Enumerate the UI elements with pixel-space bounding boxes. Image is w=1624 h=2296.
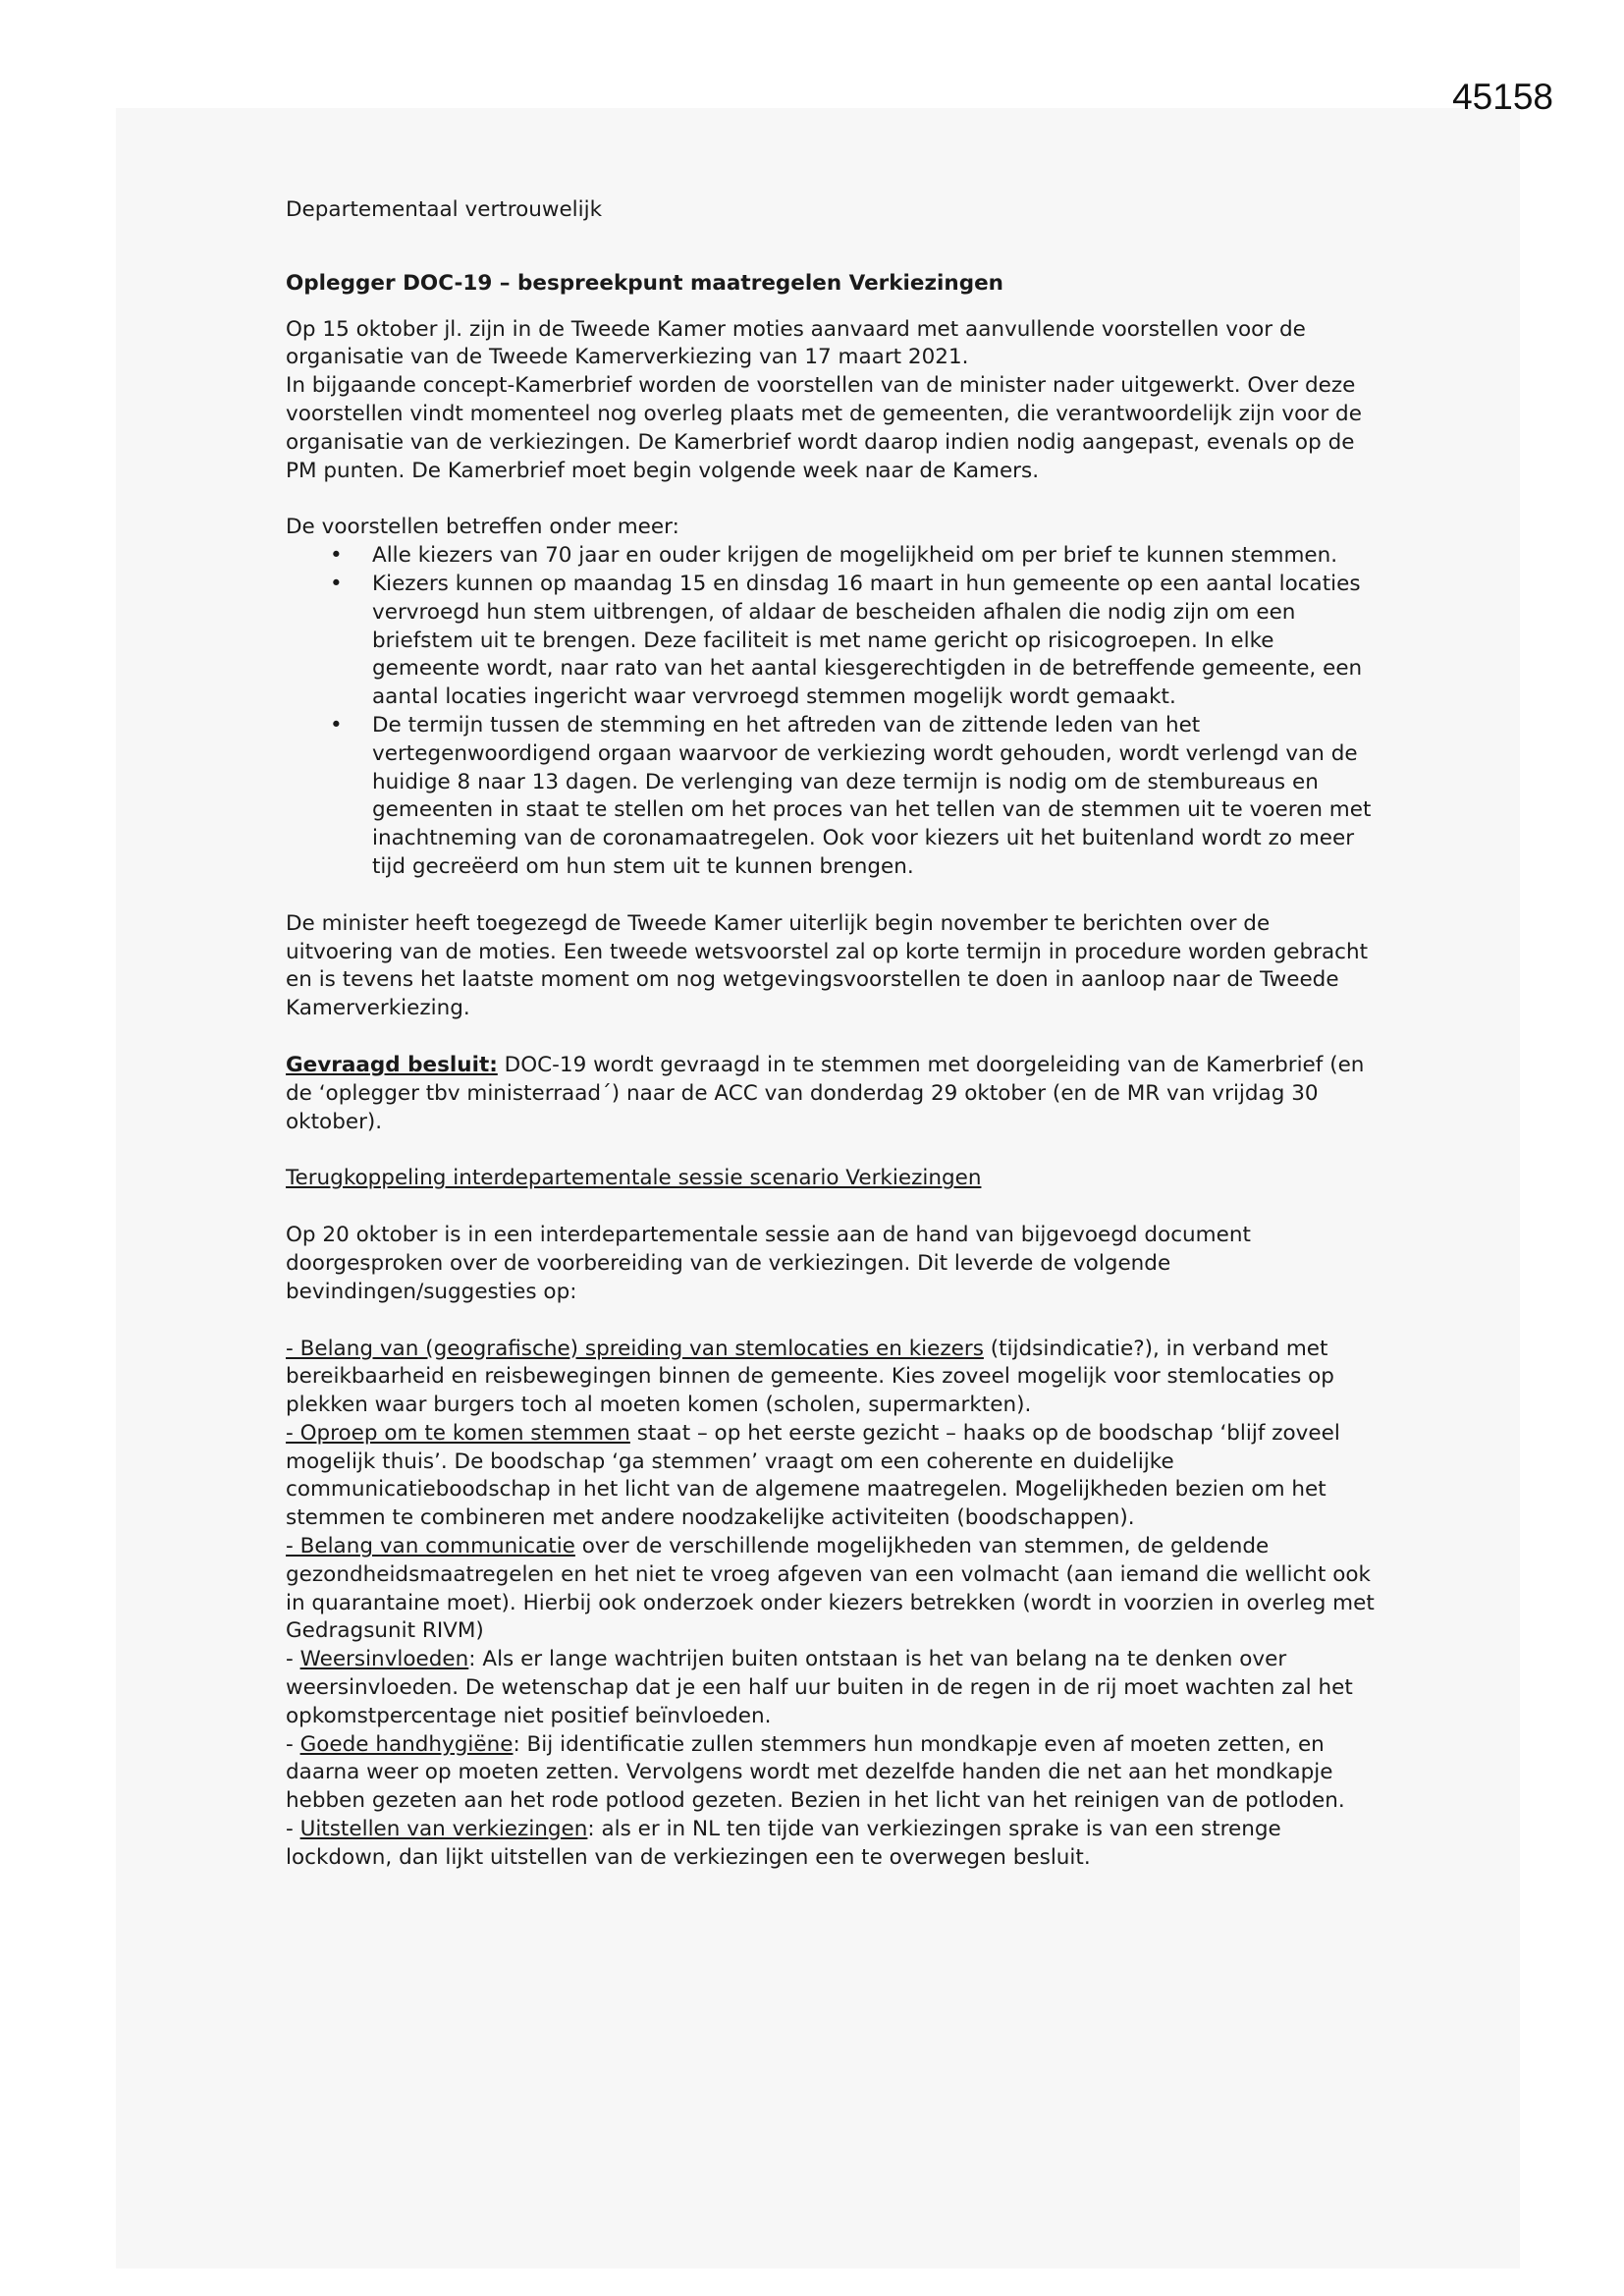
finding-topic: Goede handhygiëne — [299, 1731, 514, 1757]
minister-paragraph: De minister heeft toegezegd de Tweede Kamer uiterlijk begin november te berichten over de uitvoering van de moties. Een tweede wetsvoorstel zal op korte termijn in procedure worden gebracht en is tevens het laatste moment om nog wetgevingsvoorstellen te doen in aanloop naar de Tweede Kamerverkiezing. — [286, 910, 1369, 1021]
finding-item — [286, 1336, 1376, 1420]
document-number: 45158 — [1452, 77, 1553, 117]
finding-prefix: - — [286, 1647, 300, 1672]
decision-text: DOC-19 wordt gevraagd in te stemmen met doorgeleiding van de Kamerbrief (en de ‘oplegger tbv ministerraad´) naar de ACC van donderdag 29 oktober (en de MR van vrijdag 30 oktober). — [286, 1052, 1365, 1134]
finding-topic: Weersinvloeden — [299, 1647, 469, 1672]
decision-label: Gevraagd besluit: — [286, 1052, 498, 1077]
finding-text: : Bij identificatie zullen stemmers hun mondkapje even af moeten zetten, en daarna weer op moeten zetten. Vervolgens wordt met dezelfde handen die net aan het mondkapje hebben gezeten aan het rode potlood gezeten. Bezien in het licht van het reinigen van de potloden. — [286, 1731, 1345, 1814]
proposals-list — [286, 542, 1376, 882]
finding-topic: Uitstellen van verkiezingen — [299, 1817, 588, 1842]
finding-text: over de verschillende mogelijkheden van stemmen, de geldende gezondheidsmaatregelen en het niet te vroeg afgeven van een volmacht (aan iemand die wellicht ook in quarantaine moet). Hierbij ook onderzoek onder kiezers betrekken (wordt in voorzien in overleg met Gedragsunit RIVM) — [286, 1534, 1375, 1644]
decision-paragraph — [286, 1052, 1376, 1136]
finding-item — [286, 1731, 1376, 1816]
document-body — [286, 196, 1376, 1873]
finding-topic: - Belang van (geografische) spreiding van stemlocaties en kiezers — [286, 1336, 984, 1361]
finding-prefix: - — [286, 1731, 300, 1757]
proposal-item: • De termijn tussen de stemming en het aftreden van de zittende leden van het vertegenwoordigend orgaan waarvoor de verkiezing wordt gehouden, wordt verlengd van de huidige 8 naar 13 dagen. De verlenging van deze termijn is nodig om de stembureaus en gemeenten in staat te stellen om het proces van het tellen van de stemmen uit te voeren met inachtneming van de coronamaatregelen. Ook voor kiezers uit het buitenland wordt zo meer tijd gecreëerd om hun stem uit te kunnen brengen. — [286, 712, 1376, 882]
findings-list — [286, 1336, 1376, 1873]
proposal-item: • Kiezers kunnen op maandag 15 en dinsdag 16 maart in hun gemeente op een aantal locaties vervroegd hun stem uitbrengen, of aldaar de bescheiden afhalen die nodig zijn om een briefstem uit te brengen. Deze faciliteit is met name gericht op risicogroepen. In elke gemeente wordt, naar rato van het aantal kiesgerechtigden in de betreffende gemeente, een aantal locaties ingericht waar vervroegd stemmen mogelijk wordt gemaakt. — [286, 571, 1376, 712]
finding-text: staat – op het eerste gezicht – haaks op de boodschap ‘blijf zoveel mogelijk thuis’. De boodschap ‘ga stemmen’ vraagt om een coherente en duidelijke communicatieboodschap in het licht van de algemene maatregelen. Mogelijkheden bezien om het stemmen te combineren met andere noodzakelijke activiteiten (boodschappen). — [286, 1420, 1340, 1531]
feedback-intro: Op 20 oktober is in een interdepartementale sessie aan de hand van bijgevoegd document doorgesproken over de voorbereiding van de verkiezingen. Dit leverde de volgende bevindingen/suggesties op: — [286, 1223, 1251, 1304]
finding-item — [286, 1420, 1376, 1533]
finding-topic: - Oproep om te komen stemmen — [286, 1420, 630, 1446]
finding-text: (tijdsindicatie?), in verband met bereikbaarheid en reisbewegingen binnen de gemeente. Kies zoveel mogelijk voor stemlocaties op plekken waar burgers toch al moeten komen (scholen, supermarkten). — [286, 1336, 1334, 1418]
classification-label: Departementaal vertrouwelijk — [286, 197, 603, 222]
finding-item — [286, 1646, 1376, 1730]
proposal-item: • Alle kiezers van 70 jaar en ouder krijgen de mogelijkheid om per brief te kunnen stemmen. — [286, 542, 1376, 571]
intro-paragraph-1: Op 15 oktober jl. zijn in de Tweede Kamer moties aanvaard met aanvullende voorstellen voor de organisatie van de Tweede Kamerverkiezing van 17 maart 2021. — [286, 316, 1306, 370]
document-title: Oplegger DOC-19 – bespreekpunt maatregelen Verkiezingen — [286, 270, 1003, 296]
intro-paragraph-2: In bijgaande concept-Kamerbrief worden de voorstellen van de minister nader uitgewerkt. Over deze voorstellen vindt momenteel nog overleg plaats met de gemeenten, die verantwoordelijk zijn voor de organisatie van de verkiezingen. De Kamerbrief wordt daarop indien nodig aangepast, evenals op de PM punten. De Kamerbrief moet begin volgende week naar de Kamers. — [286, 373, 1362, 483]
finding-prefix: - — [286, 1817, 300, 1842]
finding-item — [286, 1816, 1376, 1873]
finding-text: : Als er lange wachtrijen buiten ontstaan is het van belang na te denken over weersinvloeden. De wetenschap dat je een half uur buiten in de regen in de rij moet wachten zal het opkomstpercentage niet positief beïnvloeden. — [286, 1647, 1353, 1728]
feedback-heading: Terugkoppeling interdepartementale sessie scenario Verkiezingen — [286, 1166, 982, 1191]
finding-topic: - Belang van communicatie — [286, 1534, 575, 1559]
finding-text: : als er in NL ten tijde van verkiezingen sprake is van een strenge lockdown, dan lijkt uitstellen van de verkiezingen een te overwegen besluit. — [286, 1817, 1281, 1870]
finding-item — [286, 1533, 1376, 1646]
proposals-intro: De voorstellen betreffen onder meer: — [286, 515, 679, 540]
